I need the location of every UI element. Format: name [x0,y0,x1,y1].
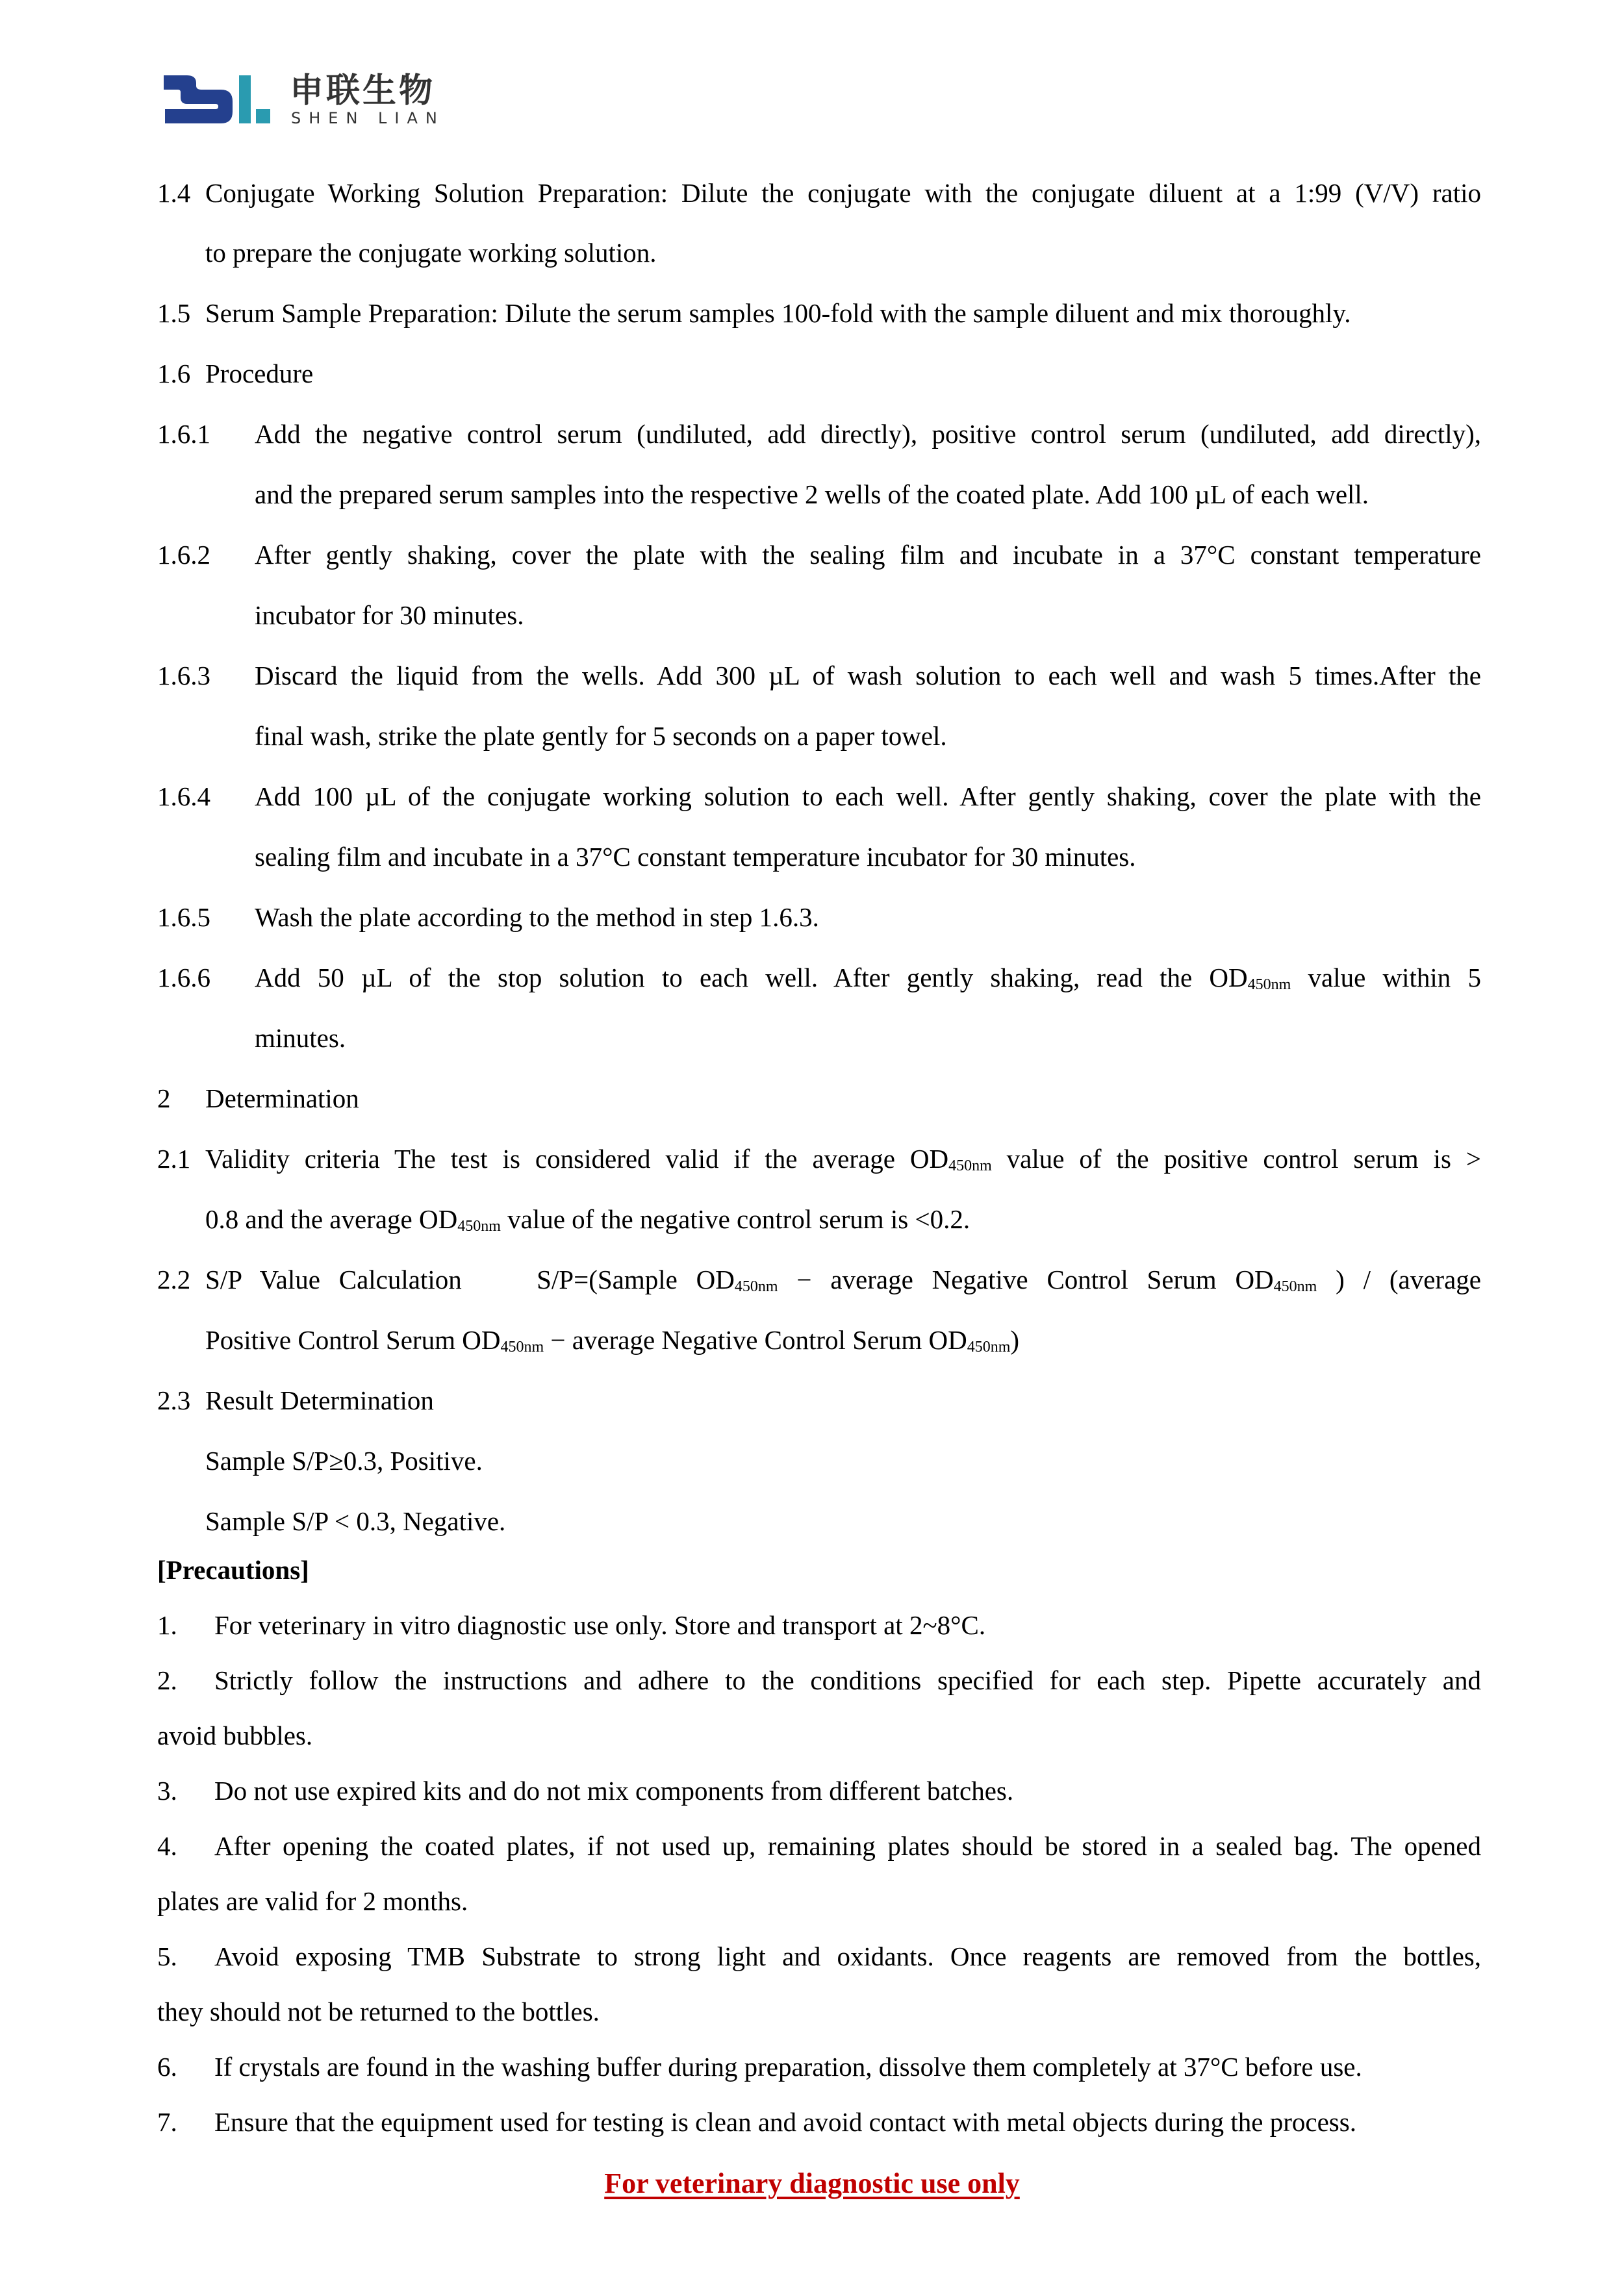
section-number: 1.4 [157,178,191,208]
footer-disclaimer: For veterinary diagnostic use only [604,2167,1020,2199]
text: value of the negative control serum is <0.2. [500,1204,971,1234]
text: − average Negative Control Serum OD [778,1265,1274,1294]
brand-name-en: SHEN LIAN [291,109,445,127]
section-1-6-number: 1.6 [157,359,191,388]
step-1-6-2-number: 1.6.2 [157,540,210,570]
step-1-6-2-cont: incubator for 30 minutes. [255,600,524,630]
section-2-2-number: 2.2 [157,1265,191,1294]
precaution-number: 4. [157,1831,177,1861]
section-1-5-number: 1.5 [157,298,191,328]
step-1-6-6-number: 1.6.6 [157,963,210,992]
step-1-6-1-number: 1.6.1 [157,419,210,449]
text: Validity criteria The test is considered valid if the average OD [205,1144,949,1174]
brand-name-cn: 申联生物 [290,71,436,110]
precaution-number: 5. [157,1941,177,1971]
precaution-item: Ensure that the equipment used for testing is clean and avoid contact with metal objects during the process. [214,2107,1356,2137]
text: value of the positive control serum is > [991,1144,1481,1174]
text: S/P Value Calculation S/P=(Sample OD [205,1265,735,1294]
step-1-6-3-number: 1.6.3 [157,661,210,690]
text: Add 50 µL of the stop solution to each well. After gently shaking, read the OD [255,963,1248,992]
precaution-number: 3. [157,1776,177,1806]
text: ) / (average [1317,1265,1481,1294]
step-1-6-6-text [255,961,1481,994]
result-positive: Sample S/P≥0.3, Positive. [205,1446,483,1476]
od-subscript: 450nm [500,1339,544,1356]
precaution-item: Strictly follow the instructions and adhere to the conditions specified for each step. Pipette accurately and [214,1665,1481,1695]
step-1-6-3-cont: final wash, strike the plate gently for 5 seconds on a paper towel. [255,721,947,751]
section-2-1-text [205,1142,1481,1175]
step-1-6-2-text: After gently shaking, cover the plate with the sealing film and incubate in a 37°C constant temperature [255,540,1481,570]
step-1-6-5-text: Wash the plate according to the method in step 1.6.3. [255,902,819,932]
od-subscript: 450nm [457,1218,501,1235]
result-negative: Sample S/P < 0.3, Negative. [205,1506,506,1536]
precaution-item: After opening the coated plates, if not used up, remaining plates should be stored in a sealed bag. The opened [214,1831,1481,1861]
section-1-4-text: Conjugate Working Solution Preparation: Dilute the conjugate with the conjugate diluent at a 1:99 (V/V) ratio [205,178,1481,208]
precaution-item: Do not use expired kits and do not mix components from different batches. [214,1776,1014,1806]
od-subscript: 450nm [948,1157,992,1174]
section-1-5-text: Serum Sample Preparation: Dilute the serum samples 100-fold with the sample diluent and mix thoroughly. [205,298,1351,328]
section-2-3-title: Result Determination [205,1385,434,1415]
company-logo [161,73,460,131]
step-1-6-4-number: 1.6.4 [157,781,210,811]
section-2-number: 2 [157,1083,171,1113]
text: Positive Control Serum OD [205,1325,501,1355]
section-2-3-number: 2.3 [157,1385,191,1415]
step-1-6-6-cont: minutes. [255,1023,346,1053]
section-2-2-cont [205,1324,1019,1356]
precaution-item: For veterinary in vitro diagnostic use only. Store and transport at 2~8°C. [214,1610,986,1640]
precaution-number: 1. [157,1610,177,1640]
text: value within 5 [1291,963,1481,992]
precaution-item: Avoid exposing TMB Substrate to strong light and oxidants. Once reagents are removed from the bottles, [214,1941,1481,1971]
step-1-6-1-text: Add the negative control serum (undiluted, add directly), positive control serum (undiluted, add directly), [255,419,1481,449]
precaution-item-cont: plates are valid for 2 months. [157,1886,468,1916]
precautions-title: [Precautions] [157,1555,309,1585]
precaution-item-cont: avoid bubbles. [157,1721,313,1750]
precaution-number: 7. [157,2107,177,2137]
section-1-4 [157,177,190,209]
text: 0.8 and the average OD [205,1204,458,1234]
section-2-1-cont [205,1203,970,1235]
section-1-4-cont: to prepare the conjugate working solution. [205,238,657,268]
section-1-6-title: Procedure [205,359,314,388]
step-1-6-4-text: Add 100 µL of the conjugate working solution to each well. After gently shaking, cover the plate with the [255,781,1481,811]
section-2-2-text [205,1263,1481,1296]
precaution-number: 6. [157,2052,177,2082]
precaution-item-cont: they should not be returned to the bottles. [157,1997,600,2026]
sl-logo-icon [161,73,272,125]
text: − average Negative Control Serum OD [544,1325,967,1355]
text: ) [1010,1325,1020,1355]
step-1-6-4-cont: sealing film and incubate in a 37°C constant temperature incubator for 30 minutes. [255,842,1136,872]
section-2-title: Determination [205,1083,359,1113]
step-1-6-5-number: 1.6.5 [157,902,210,932]
od-subscript: 450nm [1247,976,1291,993]
precaution-number: 2. [157,1665,177,1695]
od-subscript: 450nm [1273,1278,1317,1295]
precaution-item: If crystals are found in the washing buffer during preparation, dissolve them completely at 37°C before use. [214,2052,1362,2082]
od-subscript: 450nm [967,1339,1011,1356]
section-2-1-number: 2.1 [157,1144,191,1174]
step-1-6-1-cont: and the prepared serum samples into the respective 2 wells of the coated plate. Add 100 µL of each well. [255,479,1369,509]
step-1-6-3-text: Discard the liquid from the wells. Add 300 µL of wash solution to each well and wash 5 times.After the [255,661,1481,690]
od-subscript: 450nm [734,1278,778,1295]
